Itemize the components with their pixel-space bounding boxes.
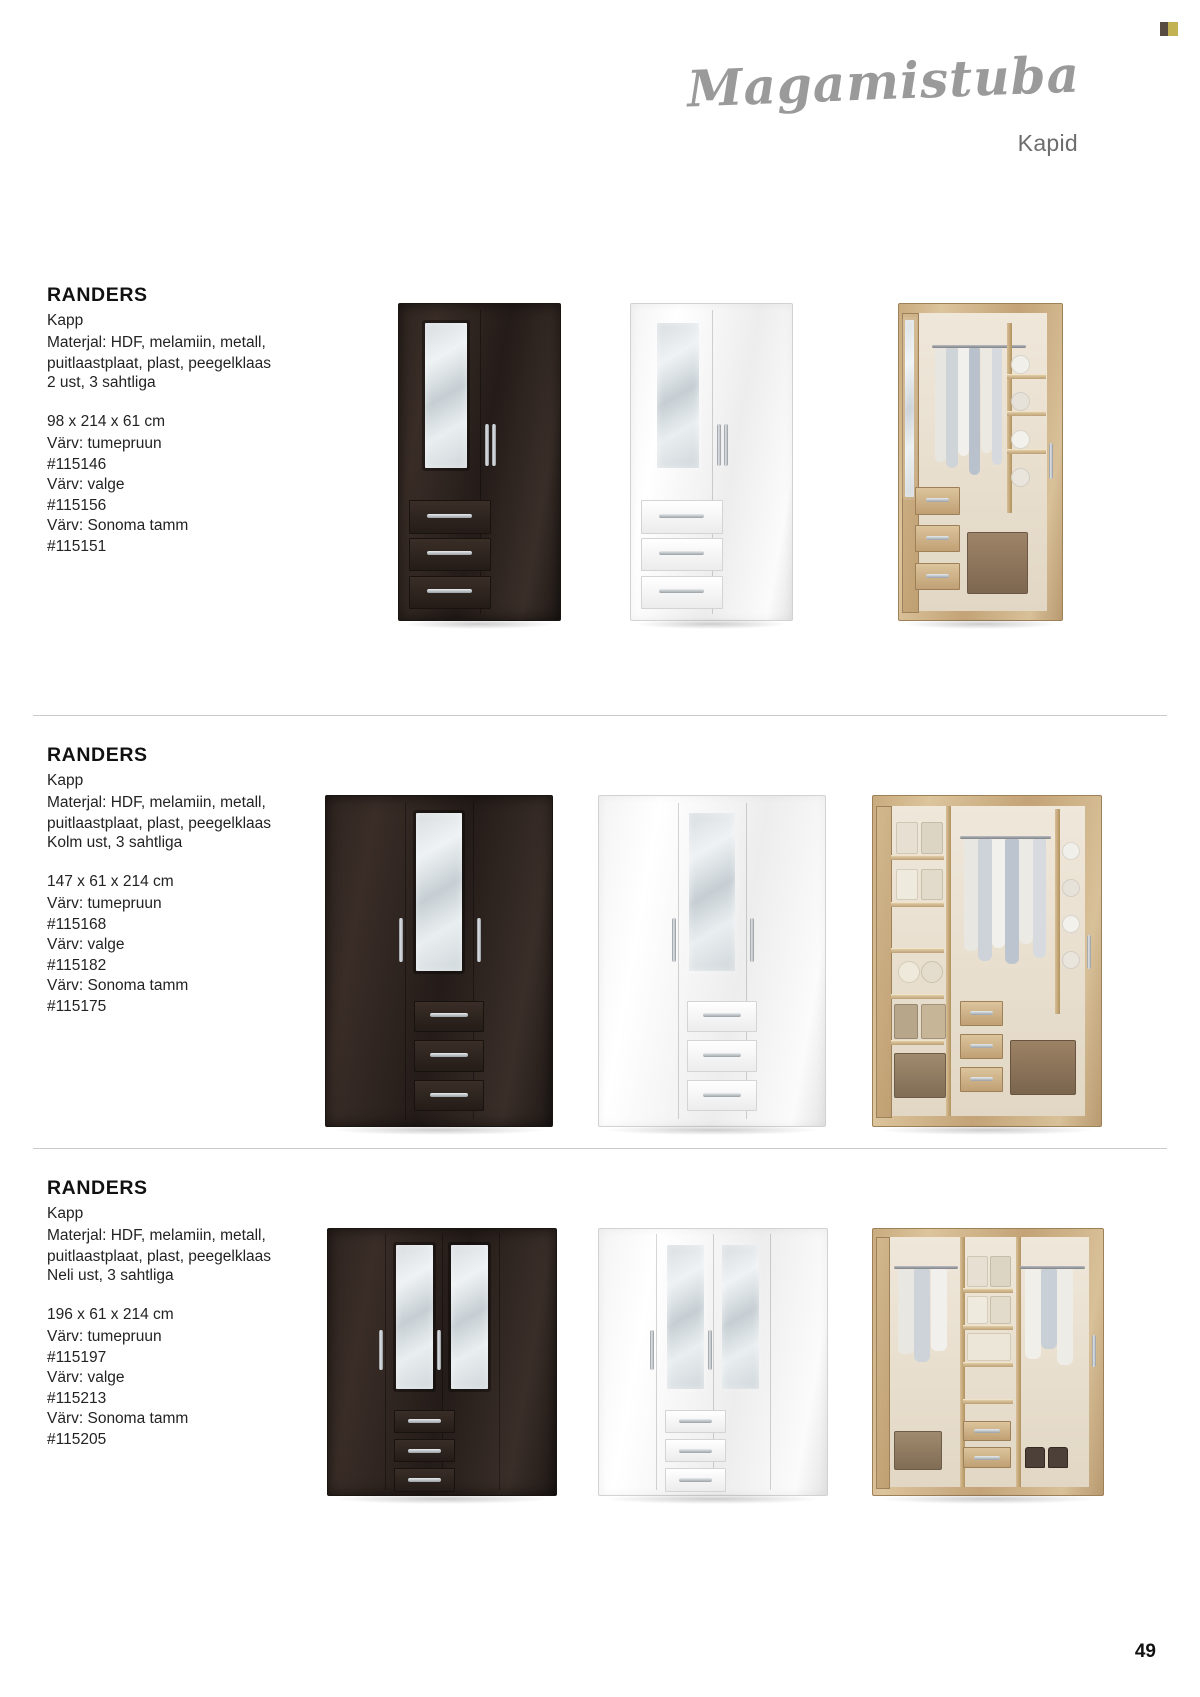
product-material: Materjal: HDF, melamiin, metall, puitlaastplaat, plast, peegelklaas	[47, 334, 272, 372]
product-image-dark	[327, 1228, 557, 1496]
product-info-1	[47, 284, 347, 557]
product-configuration: Kolm ust, 3 sahtliga	[47, 834, 183, 851]
product-dimensions: 147 x 61 x 214 cm	[47, 873, 174, 890]
variant-color: Värv: tumepruun	[47, 1328, 162, 1345]
product-image-white	[598, 1228, 828, 1496]
product-dimensions: 98 x 214 x 61 cm	[47, 413, 166, 430]
variant-color: Värv: valge	[47, 1369, 125, 1386]
variant-color: Värv: valge	[47, 936, 125, 953]
variant-color: Värv: Sonoma tamm	[47, 517, 189, 534]
product-section-1	[0, 270, 1200, 660]
section-divider	[33, 1148, 1167, 1149]
product-section-3	[0, 1168, 1200, 1548]
product-image-white	[630, 303, 793, 621]
product-material: Materjal: HDF, melamiin, metall, puitlaastplaat, plast, peegelklaas	[47, 1227, 272, 1265]
product-subtitle: Kapp	[47, 772, 84, 789]
product-image-dark	[325, 795, 553, 1127]
variant-code: #115168	[47, 915, 107, 933]
product-image-oak-open	[898, 303, 1063, 621]
product-title: RANDERS	[47, 744, 148, 766]
variant-code: #115205	[47, 1430, 107, 1448]
variant-code: #115197	[47, 1348, 107, 1366]
page-number: 49	[1134, 1641, 1156, 1662]
variant-code: #115175	[47, 997, 107, 1015]
product-configuration: 2 ust, 3 sahtliga	[47, 374, 156, 391]
product-subtitle: Kapp	[47, 312, 84, 329]
product-configuration: Neli ust, 3 sahtliga	[47, 1267, 174, 1284]
product-section-2	[0, 735, 1200, 1115]
variant-color: Värv: valge	[47, 476, 125, 493]
product-title: RANDERS	[47, 284, 148, 306]
variant-color: Värv: tumepruun	[47, 895, 162, 912]
variant-color: Värv: Sonoma tamm	[47, 1410, 189, 1427]
page-title: Magamistuba	[686, 44, 1081, 119]
product-image-dark	[398, 303, 561, 621]
page-header	[0, 0, 1200, 200]
product-image-oak-open	[872, 1228, 1104, 1496]
product-material: Materjal: HDF, melamiin, metall, puitlaastplaat, plast, peegelklaas	[47, 794, 272, 832]
product-info-2	[47, 744, 347, 1017]
product-image-oak-open	[872, 795, 1102, 1127]
variant-code: #115151	[47, 537, 107, 555]
product-info-3	[47, 1177, 347, 1450]
variant-code: #115156	[47, 496, 107, 514]
variant-color: Värv: tumepruun	[47, 435, 162, 452]
variant-code: #115146	[47, 455, 107, 473]
variant-code: #115213	[47, 1389, 107, 1407]
page-subtitle: Kapid	[1017, 130, 1078, 156]
variant-color: Värv: Sonoma tamm	[47, 977, 189, 994]
product-subtitle: Kapp	[47, 1205, 84, 1222]
corner-color-mark-icon	[1160, 22, 1178, 36]
product-image-white	[598, 795, 826, 1127]
product-dimensions: 196 x 61 x 214 cm	[47, 1306, 174, 1323]
product-title: RANDERS	[47, 1177, 148, 1199]
variant-code: #115182	[47, 956, 107, 974]
section-divider	[33, 715, 1167, 716]
